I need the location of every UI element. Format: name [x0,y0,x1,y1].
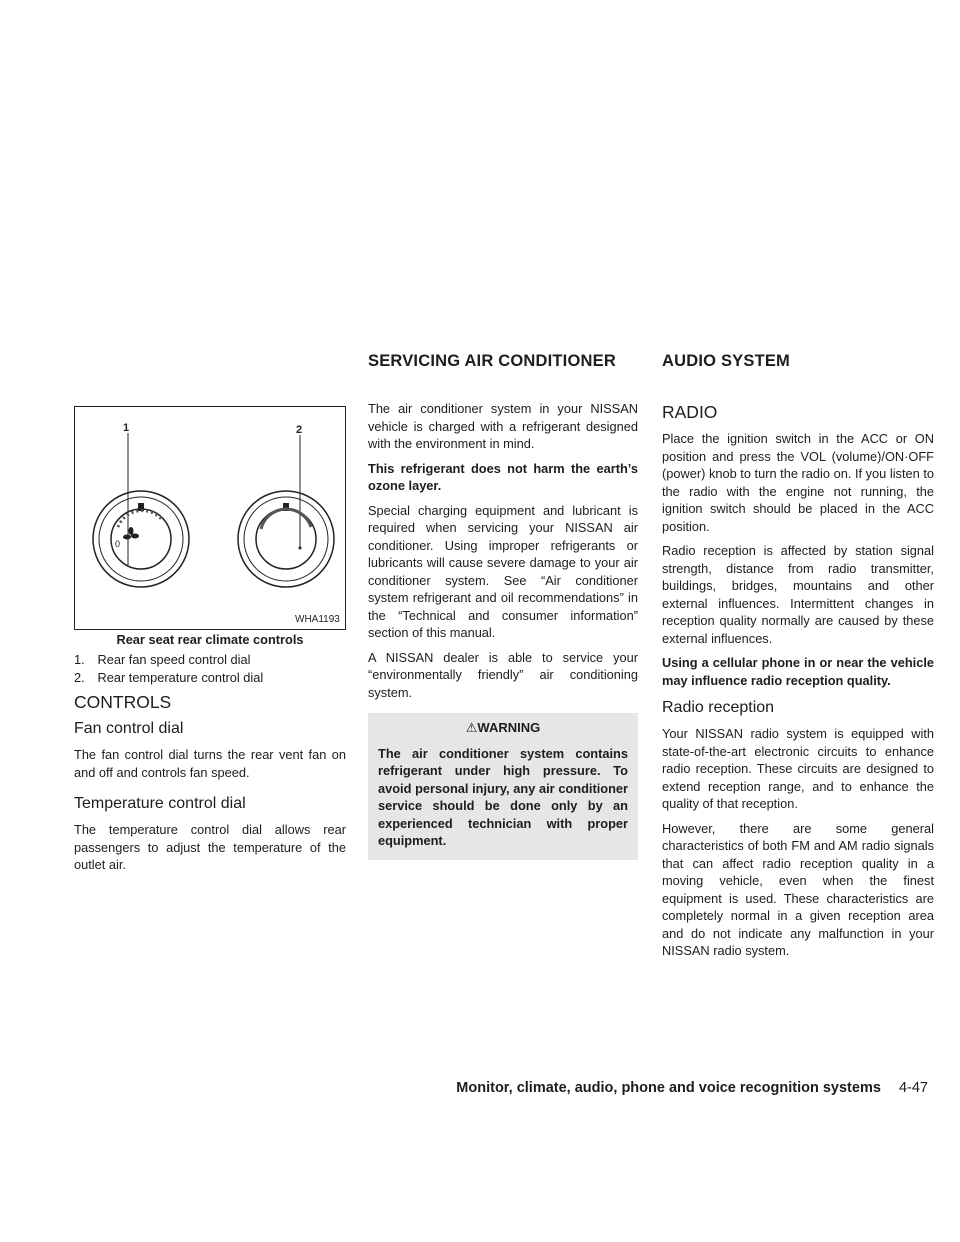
column-3 [662,400,934,967]
ac-intro-text: The air conditioner system in your NISSAN vehicle is charged with a refrigerant designed with the environment in mind. [368,401,638,451]
warning-text: The air conditioner system contains refrigerant under high pressure. To avoid personal injury, any air conditioner service should be done only by an experienced technician with proper equipment. [378,745,628,848]
figure-caption: Rear seat rear climate controls [116,632,304,647]
radio-heading: RADIO [662,402,718,422]
fan-control-text: The fan control dial turns the rear vent fan on and off and controls fan speed. [74,747,346,780]
footer-section-title: Monitor, climate, audio, phone and voice recognition systems [456,1080,881,1096]
temperature-dial-drawing [238,491,334,587]
figure-code: WHA1193 [295,614,340,625]
radio-on-text: Place the ignition switch in the ACC or ON position and press the VOL (volume)/ON·OFF (power) knob to turn the radio on. If you listen to the radio with the engine not running, the ignition switch should be placed in the ACC position. [662,431,934,534]
callout-1: 1 [123,422,130,434]
dial-zero-mark: 0 [115,539,121,549]
ozone-note: This refrigerant does not harm the earth’s ozone layer. [368,460,638,493]
warning-icon: ⚠ [465,720,478,735]
radio-reception-factors-text: Radio reception is affected by station signal strength, distance from radio transmitter, buildings, bridges, mountains and other external influences. Intermittent changes in reception quality normally are caused by these external influences. [662,543,934,646]
dealer-service-text: A NISSAN dealer is able to service your “environmentally friendly” air conditioning system. [368,649,638,700]
warning-title-text: WARNING [477,720,541,735]
temperature-control-text: The temperature control dial allows rear passengers to adjust the temperature of the outlet air. [74,822,346,872]
radio-reception-heading: Radio reception [662,699,775,716]
column-1 [74,651,346,881]
climate-controls-figure [74,406,346,630]
page-number: 4-47 [898,1080,928,1096]
cellular-phone-note: Using a cellular phone in or near the vehicle may influence radio reception quality. [662,655,934,688]
warning-heading [378,719,628,737]
page-footer [456,1080,928,1096]
fan-icon [123,527,139,540]
column-2 [368,400,638,860]
controls-heading: CONTROLS [74,692,172,712]
section-header-servicing-ac: SERVICING AIR CONDITIONER [368,352,616,370]
warning-box [368,713,638,860]
section-header-audio-system: AUDIO SYSTEM [662,352,790,370]
fan-speed-dial-drawing [93,491,189,587]
fan-control-heading: Fan control dial [74,720,184,737]
callout-2: 2 [296,424,303,436]
temperature-control-heading: Temperature control dial [74,795,246,812]
list-item: 1. Rear fan speed control dial [74,652,251,667]
radio-signal-characteristics-text: However, there are some general characteristics of both FM and AM radio signals that can affect radio reception quality in a moving vehicle, even when the finest equipment is used. These characteristics are completely normal in a given reception area and do not indicate any malfunction in your NISSAN radio system. [662,820,934,958]
list-item: 2. Rear temperature control dial [74,669,264,685]
radio-circuits-text: Your NISSAN radio system is equipped with state-of-the-art electronic circuits to enhance radio reception. These circuits are designed to extend reception range, and to enhance the quality of that reception. [662,726,934,811]
ac-service-text: Special charging equipment and lubricant is required when servicing your NISSAN air conditioner. Using improper refrigerants or lubricants will cause severe damage to your air conditioner system. See “Air conditioner system refrigerant and oil recommendations” in the “Technical and consumer information” section of this manual. [368,502,638,640]
climate-dials-illustration [75,407,345,629]
